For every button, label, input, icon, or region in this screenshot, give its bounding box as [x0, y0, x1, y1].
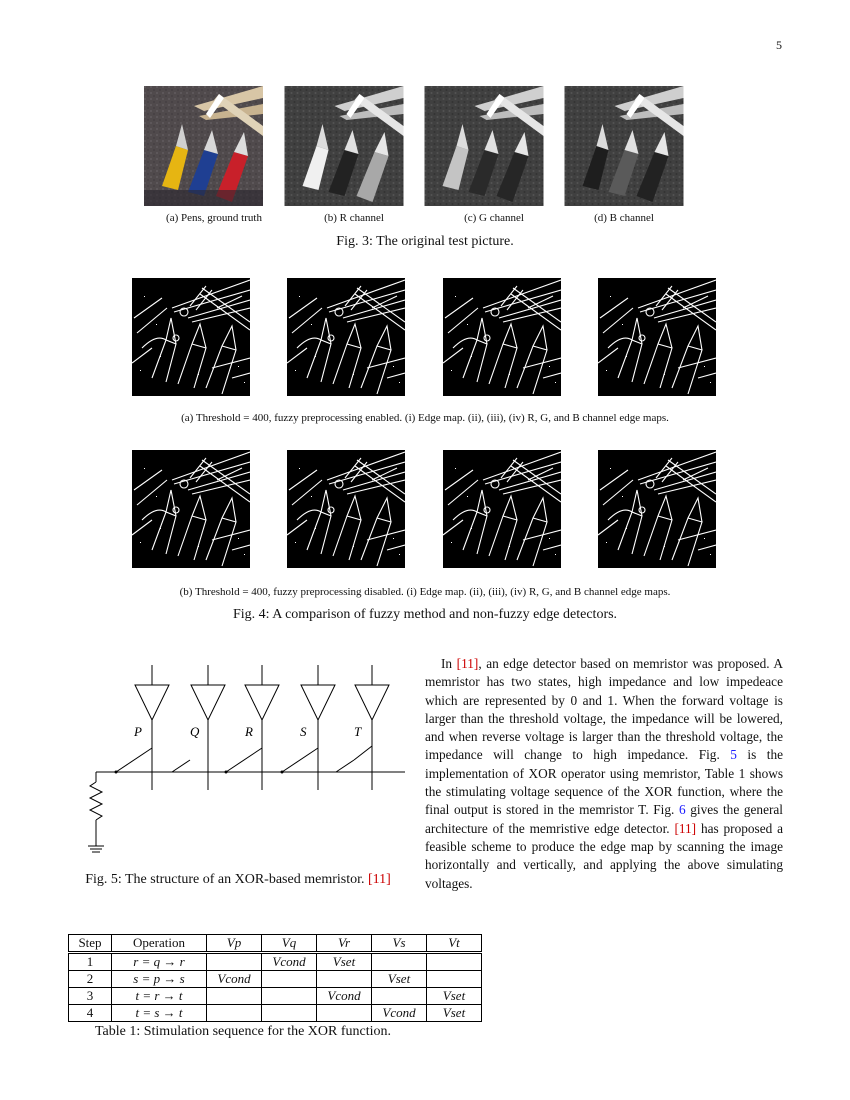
table-cell: Vcond [317, 988, 372, 1005]
circuit-label-t: T [354, 724, 362, 739]
table-cell: Vset [372, 971, 427, 988]
g-channel-image [424, 86, 544, 206]
table-header-operation: Operation [112, 935, 207, 953]
table-cell: Vset [427, 988, 482, 1005]
fig4-caption: Fig. 4: A comparison of fuzzy method and non-fuzzy edge detectors. [232, 607, 618, 622]
fig3-subcaption-d: (d) B channel [594, 212, 654, 224]
fig3-subcaption-c: (c) G channel [464, 212, 524, 224]
body-text-2: , an edge detector based on memristor was proposed. A memristor has two states, high impedance and low impedeace which are represented by 0 and 1. When the forward voltage is larger than the threshold voltage, the impedance will be lowered, and when reverse voltage is larger than the threshold voltage, the impedance will change to high impedance. Fig. [425, 656, 783, 763]
body-text-3: is the implementation of XOR operator using memristor, Table 1 shows the stimulating voltage sequence of the XOR function, where the final output is stored in the memristor T. Fig. [425, 747, 783, 818]
table-cell: Vset [317, 953, 372, 971]
table-cell: t = r → t [112, 988, 207, 1005]
fig6-link[interactable]: 6 [678, 802, 686, 818]
table-cell: Vset [427, 1005, 482, 1022]
table-cell [207, 953, 262, 971]
body-text-4: gives the general architecture of the memristive edge detector. [425, 802, 783, 836]
fig3-subcaption-a: (a) Pens, ground truth [166, 212, 262, 224]
nonfuzzy-edge-map-i [132, 450, 250, 568]
circuit-label-p: P [134, 724, 142, 739]
table-row [69, 953, 482, 971]
table-cell [207, 1005, 262, 1022]
table-row [69, 1005, 482, 1022]
table-header-step: Step [69, 935, 112, 953]
fig4-subcaption-b: (b) Threshold = 400, fuzzy preprocessing disabled. (i) Edge map. (ii), (iii), (iv) R, G, and B channel edge maps. [179, 586, 671, 598]
fig5-link[interactable]: 5 [730, 747, 737, 763]
b-channel-image [564, 86, 684, 206]
table-cell: Vcond [207, 971, 262, 988]
table-cell [372, 953, 427, 971]
table-cell [372, 988, 427, 1005]
xor-memristor-circuit [80, 660, 410, 860]
fig5-caption [68, 872, 408, 888]
table-cell [427, 971, 482, 988]
nonfuzzy-edge-map-iii [443, 450, 561, 568]
fuzzy-edge-map-iv [598, 278, 716, 396]
fuzzy-edge-map-ii [287, 278, 405, 396]
circuit-label-s: S [300, 724, 307, 739]
body-text-5: has proposed a feasible scheme to produce the edge map by scanning the image horizontally and vertically, and applying the above simulating voltages. [425, 820, 783, 891]
table-header-vq: Vq [262, 935, 317, 953]
table-cell: t = s → t [112, 1005, 207, 1022]
table-cell: r = q → r [112, 953, 207, 971]
fuzzy-edge-map-iii [443, 278, 561, 396]
fig5-caption-ref[interactable]: [11] [368, 872, 391, 887]
table-header-vp: Vp [207, 935, 262, 953]
table-cell [262, 1005, 317, 1022]
table-cell: Vcond [262, 953, 317, 971]
page-number: 5 [776, 38, 782, 52]
circuit-label-r: R [245, 724, 253, 739]
circuit-label-q: Q [190, 724, 200, 739]
table-cell: 1 [69, 953, 112, 971]
table-cell: 2 [69, 971, 112, 988]
fig3-caption: Fig. 3: The original test picture. [336, 234, 514, 249]
body-paragraph [425, 655, 783, 893]
table-header-vs: Vs [372, 935, 427, 953]
xor-stimulation-table [68, 934, 482, 1022]
nonfuzzy-edge-map-iv [598, 450, 716, 568]
fig3-subcaption-b: (b) R channel [324, 212, 384, 224]
nonfuzzy-edge-map-ii [287, 450, 405, 568]
table-cell [317, 971, 372, 988]
table-row [69, 971, 482, 988]
table1-caption: Table 1: Stimulation sequence for the XOR function. [94, 1024, 392, 1039]
table-header-vr: Vr [317, 935, 372, 953]
ref-11-b[interactable]: [11] [674, 820, 697, 836]
fig5-caption-text: Fig. 5: The structure of an XOR-based memristor. [85, 872, 368, 887]
table-cell: 3 [69, 988, 112, 1005]
table-cell [427, 953, 482, 971]
table-cell: Vcond [372, 1005, 427, 1022]
table-cell [262, 988, 317, 1005]
fig4-subcaption-a: (a) Threshold = 400, fuzzy preprocessing enabled. (i) Edge map. (ii), (iii), (iv) R, G, and B channel edge maps. [181, 412, 669, 424]
table-cell: s = p → s [112, 971, 207, 988]
body-text-1: In [441, 656, 457, 671]
ref-11-a[interactable]: [11] [456, 656, 479, 671]
table-cell: 4 [69, 1005, 112, 1022]
fuzzy-edge-map-i [132, 278, 250, 396]
table-cell [317, 1005, 372, 1022]
r-channel-image [284, 86, 404, 206]
table-cell [262, 971, 317, 988]
pens-ground-truth-image [144, 86, 263, 206]
table-row [69, 988, 482, 1005]
table-header-vt: Vt [427, 935, 482, 953]
table-cell [207, 988, 262, 1005]
